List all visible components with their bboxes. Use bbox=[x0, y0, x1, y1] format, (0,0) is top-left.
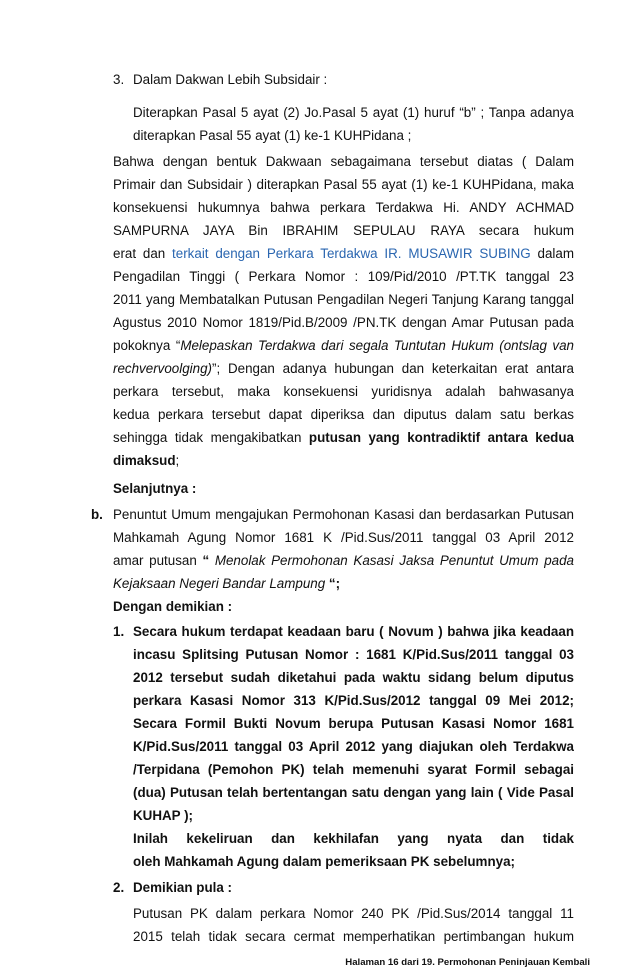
sub-item-1-line-7: /Terpidana (Pemohon PK) telah memenuhi syarat Formil sebagai bbox=[133, 762, 574, 777]
sub-item-1-line-9: KUHAP ); bbox=[133, 808, 194, 823]
item-b-close-quote: “; bbox=[328, 576, 341, 591]
selanjutnya-heading: Selanjutnya : bbox=[113, 481, 197, 496]
item-b-line-3-italic: Menolak Permohonan Kasasi Jaksa Penuntut Umum pada bbox=[209, 553, 574, 568]
item-b-line-3 bbox=[113, 549, 574, 572]
para-1-line-10 bbox=[113, 357, 574, 380]
item-b-line-4 bbox=[113, 572, 340, 595]
sub-item-1-line-5: Secara Formil Bukti Novum berupa Putusan Kasasi Nomor 1681 bbox=[133, 716, 574, 731]
para-1-line-6: Pengadilan Tinggi ( Perkara Nomor : 109/Pid/2010 /PT.TK tanggal 23 bbox=[113, 269, 574, 284]
para-1-line-4: SAMPURNA JAYA Bin IBRAHIM SEPULAU RAYA secara hukum bbox=[113, 223, 574, 238]
item-3-text-line-2: diterapkan Pasal 55 ayat (1) ke-1 KUHPidana ; bbox=[133, 128, 412, 143]
sub-item-1-line-1: Secara hukum terdapat keadaan baru ( Novum ) bahwa jika keadaan bbox=[133, 624, 574, 639]
item-b-line-2: Mahkamah Agung Nomor 1681 K /Pid.Sus/2011 tanggal 03 April 2012 bbox=[113, 530, 574, 545]
para-1-line-3: konsekuensi hukumnya bahwa perkara Terdakwa Hi. ANDY ACHMAD bbox=[113, 200, 574, 215]
para-1-line-9-italic: Melepaskan Terdakwa dari segala Tuntutan Hukum (ontslag van bbox=[180, 338, 574, 353]
item-3-text-line-1: Diterapkan Pasal 5 ayat (2) Jo.Pasal 5 ayat (1) huruf “b” ; Tanpa adanya bbox=[133, 105, 574, 120]
sub-item-1-line-10: Inilah kekeliruan dan kekhilafan yang nyata dan tidak bbox=[133, 831, 574, 846]
para-1-line-2: Primair dan Subsidair ) diterapkan Pasal 55 ayat (1) ke-1 KUHPidana, maka bbox=[113, 177, 574, 192]
sub-item-2-line-2: 2015 telah tidak secara cermat memperhatikan pertimbangan hukum bbox=[133, 929, 574, 944]
para-1-line-5 bbox=[113, 242, 574, 265]
sub-item-2-title: Demikian pula : bbox=[133, 880, 232, 895]
item-b-line-4-italic: Kejaksaan Negeri Bandar Lampung bbox=[113, 576, 329, 591]
sub-item-1-line-2: incasu Splitsing Putusan Nomor : 1681 K/Pid.Sus/2011 tanggal 03 bbox=[133, 647, 574, 662]
para-1-line-5-end: dalam bbox=[537, 246, 574, 261]
sub-item-1-line-6: K/Pid.Sus/2011 tanggal 03 April 2012 yang diajukan oleh Terdakwa bbox=[133, 739, 574, 754]
para-1-line-14 bbox=[113, 449, 179, 472]
sub-item-2-number: 2. bbox=[113, 880, 125, 895]
sub-item-1-line-4: perkara Kasasi Nomor 313 K/Pid.Sus/2012 tanggal 09 Mei 2012; bbox=[133, 693, 574, 708]
item-b-line-1: Penuntut Umum mengajukan Permohonan Kasasi dan berdasarkan Putusan bbox=[113, 507, 574, 522]
para-1-line-9-start: pokoknya “ bbox=[113, 338, 181, 353]
item-b-open-quote: “ bbox=[202, 553, 210, 568]
para-1-line-13-start: sehingga tidak mengakibatkan bbox=[113, 430, 309, 445]
para-1-line-14-end: ; bbox=[175, 453, 180, 468]
para-1-line-12: kedua perkara tersebut dapat diperiksa dan diputus dalam satu berkas bbox=[113, 407, 574, 422]
case-reference-highlight: terkait dengan Perkara Terdakwa IR. MUSAWIR SUBING bbox=[172, 246, 531, 261]
para-1-line-11 bbox=[113, 380, 574, 403]
para-1-line-11-start: perkara tersebut, maka konsekuensi yuridisnya adalah bahwasanya bbox=[113, 384, 574, 399]
page-footer: Halaman 16 dari 19. Permohonan Peninjauan Kembali bbox=[345, 957, 590, 968]
para-1-line-5-start: erat dan bbox=[113, 246, 173, 261]
para-1-line-13-bold: putusan yang kontradiktif antara kedua bbox=[308, 430, 574, 445]
para-1-line-7: 2011 yang Membatalkan Putusan Pengadilan Negeri Tanjung Karang tanggal bbox=[113, 292, 574, 307]
para-1-line-1: Bahwa dengan bentuk Dakwaan sebagaimana tersebut diatas ( Dalam bbox=[113, 154, 574, 169]
item-3-number: 3. bbox=[113, 72, 125, 87]
para-1-line-10-end: ”; Dengan adanya hubungan dan keterkaitan erat antara bbox=[212, 361, 574, 376]
sub-item-1-line-8: (dua) Putusan telah bertentangan satu dengan yang lain ( Vide Pasal bbox=[133, 785, 574, 800]
para-1-line-9 bbox=[113, 334, 574, 357]
sub-item-1-number: 1. bbox=[113, 624, 125, 639]
para-1-line-8: Agustus 2010 Nomor 1819/Pid.B/2009 /PN.TK dengan Amar Putusan pada bbox=[113, 315, 574, 330]
sub-item-2-line-1: Putusan PK dalam perkara Nomor 240 PK /Pid.Sus/2014 tanggal 11 bbox=[133, 906, 574, 921]
para-1-line-14-bold: dimaksud bbox=[113, 453, 176, 468]
dengan-demikian-heading: Dengan demikian : bbox=[113, 599, 233, 614]
para-1-line-10-italic: rechvervoolging) bbox=[113, 361, 212, 376]
para-1-line-13 bbox=[113, 426, 574, 449]
sub-item-1-line-3: 2012 tersebut sudah diketahui pada waktu sidang belum diputus bbox=[133, 670, 574, 685]
item-b-line-3-start: amar putusan bbox=[113, 553, 203, 568]
item-b-letter: b. bbox=[91, 507, 103, 522]
sub-item-1-line-11: oleh Mahkamah Agung dalam pemeriksaan PK sebelumnya; bbox=[133, 854, 515, 869]
item-3-title: Dalam Dakwan Lebih Subsidair : bbox=[133, 72, 328, 87]
